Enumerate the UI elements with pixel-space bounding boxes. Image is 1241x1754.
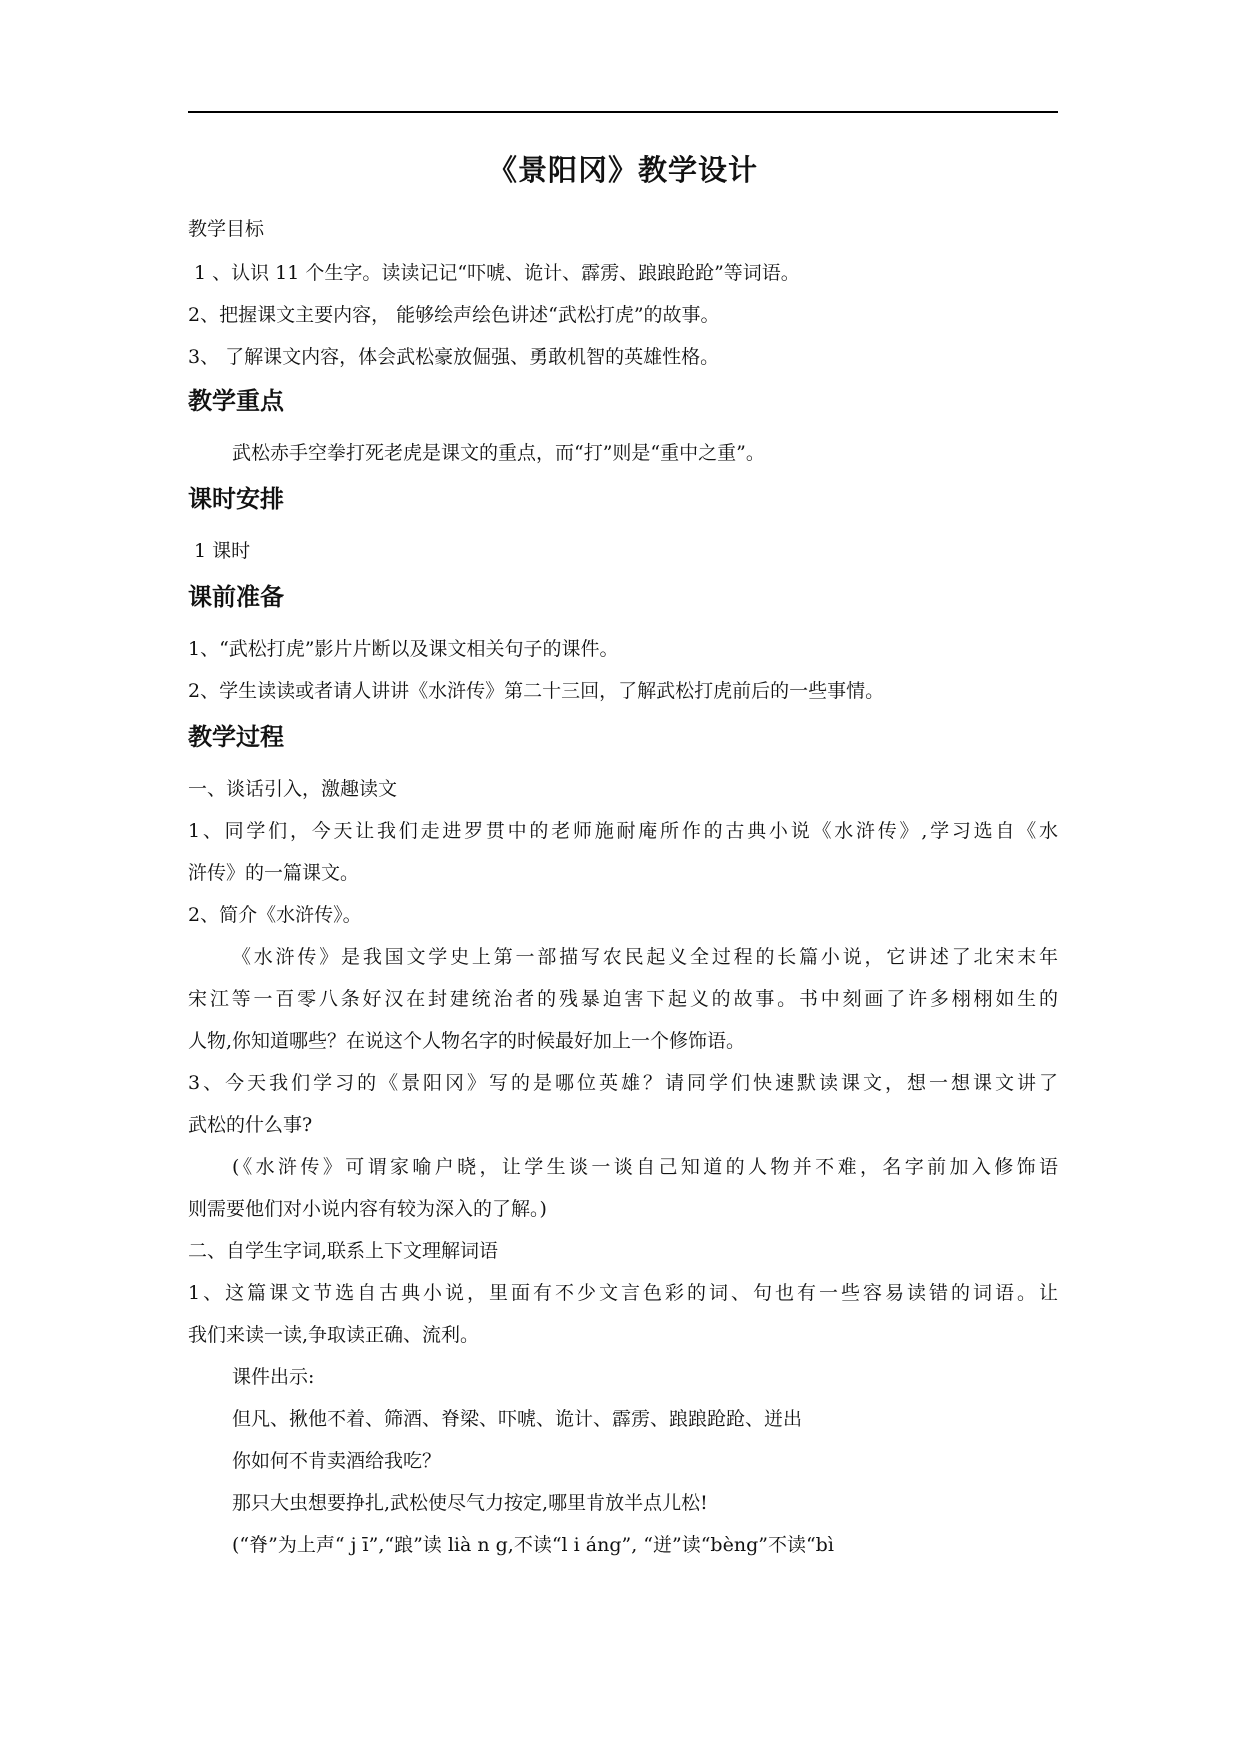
section1-paragraph: 浒传》的一篇课文。	[188, 862, 360, 884]
section1-paragraph: 1、同学们，今天让我们走进罗贯中的老师施耐庵所作的古典小说《水浒传》,学习选自《水	[188, 820, 1058, 842]
section1-title: 一、谈话引入，激趣读文	[188, 778, 398, 800]
schedule-text: 1 课时	[194, 540, 251, 562]
section1-paragraph: 武松的什么事?	[188, 1114, 313, 1136]
preparation-item: 2、学生读读或者请人讲讲《水浒传》第二十三回，了解武松打虎前后的一些事情。	[188, 680, 885, 702]
courseware-sentence: 你如何不肯卖酒给我吃？	[232, 1450, 442, 1472]
courseware-words: 但凡、揪他不着、筛酒、脊梁、吓唬、诡计、霹雳、踉踉跄跄、迸出	[232, 1408, 803, 1430]
objective-item: 2、把握课文主要内容， 能够绘声绘色讲述“武松打虎”的故事。	[188, 304, 720, 326]
section1-paragraph: 《水浒传》是我国文学史上第一部描写农民起义全过程的长篇小说，它讲述了北宋末年	[232, 946, 1058, 968]
section1-paragraph: 宋江等一百零八条好汉在封建统治者的残暴迫害下起义的故事。书中刻画了许多栩栩如生的	[188, 988, 1058, 1010]
section2-paragraph: 1、这篇课文节选自古典小说，里面有不少文言色彩的词、句也有一些容易读错的词语。让	[188, 1282, 1058, 1304]
objectives-label: 教学目标	[188, 218, 265, 240]
preparation-item: 1、“武松打虎”影片片断以及课文相关句子的课件。	[188, 638, 619, 660]
key-points-heading: 教学重点	[188, 386, 284, 415]
schedule-heading: 课时安排	[188, 484, 284, 513]
process-heading: 教学过程	[188, 722, 284, 751]
key-points-text: 武松赤手空拳打死老虎是课文的重点，而“打”则是“重中之重”。	[232, 442, 765, 464]
document-page	[188, 0, 1058, 1754]
section1-paragraph: 2、简介《水浒传》。	[188, 904, 362, 926]
section1-paragraph: 人物,你知道哪些？在说这个人物名字的时候最好加上一个修饰语。	[188, 1030, 746, 1052]
courseware-label: 课件出示:	[232, 1366, 315, 1388]
section1-paragraph: (《水浒传》可谓家喻户晓，让学生谈一谈自己知道的人物并不难，名字前加入修饰语	[232, 1156, 1058, 1178]
section2-title: 二、自学生字词,联系上下文理解词语	[188, 1240, 499, 1262]
objective-item: 1 、认识 11 个生字。读读记记“吓唬、诡计、霹雳、踉踉跄跄”等词语。	[194, 262, 800, 284]
preparation-heading: 课前准备	[188, 582, 284, 611]
courseware-sentence: 那只大虫想要挣扎,武松使尽气力按定,哪里肯放半点儿松!	[232, 1492, 708, 1514]
objective-item: 3、 了解课文内容，体会武松豪放倔强、勇敢机智的英雄性格。	[188, 346, 720, 368]
section2-paragraph: 我们来读一读,争取读正确、流利。	[188, 1324, 480, 1346]
pinyin-note: (“脊”为上声“ j ī”,“踉”读 lià n g,不读“l i áng”, “迸”读“bèng”不读“bì	[232, 1534, 834, 1556]
document-title: 《景阳冈》教学设计	[487, 153, 758, 187]
section1-paragraph: 3、今天我们学习的《景阳冈》写的是哪位英雄？请同学们快速默读课文，想一想课文讲了	[188, 1072, 1058, 1094]
header-rule	[188, 111, 1058, 113]
section1-paragraph: 则需要他们对小说内容有较为深入的了解。)	[188, 1198, 547, 1220]
